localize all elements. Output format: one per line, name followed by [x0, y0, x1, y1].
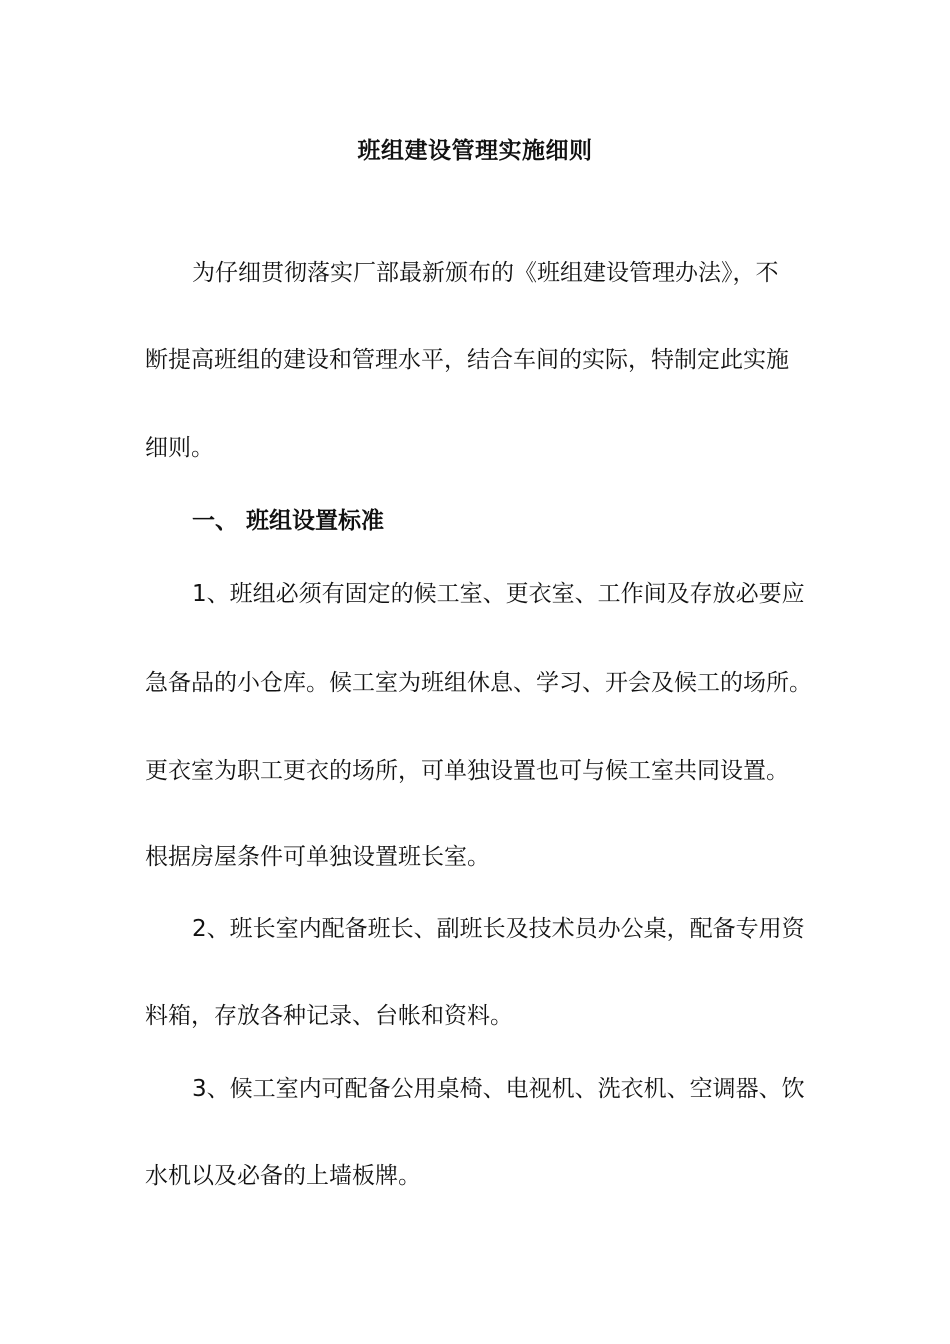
paragraph-line: 根据房屋条件可单独设置班长室。: [145, 844, 490, 870]
paragraph-line: 为仔细贯彻落实厂部最新颁布的《班组建设管理办法》，不: [192, 260, 779, 286]
section-heading: 一、 班组设置标准: [192, 508, 385, 534]
document-title: 班组建设管理实施细则: [357, 138, 593, 164]
paragraph-line: 断提高班组的建设和管理水平，结合车间的实际，特制定此实施: [145, 347, 789, 373]
paragraph-line: 料箱，存放各种记录、台帐和资料。: [145, 1003, 513, 1029]
paragraph-line: 3、候工室内可配备公用桌椅、电视机、洗衣机、空调器、饮: [192, 1076, 805, 1102]
paragraph-line: 水机以及必备的上墙板牌。: [145, 1163, 421, 1189]
paragraph-line: 急备品的小仓库。候工室为班组休息、学习、开会及候工的场所。: [145, 670, 812, 696]
paragraph-line: 2、班长室内配备班长、副班长及技术员办公桌，配备专用资: [192, 916, 805, 942]
paragraph-line: 细则。: [145, 435, 214, 461]
paragraph-line: 更衣室为职工更衣的场所，可单独设置也可与候工室共同设置。: [145, 758, 789, 784]
paragraph-line: 1、班组必须有固定的候工室、更衣室、工作间及存放必要应: [192, 581, 805, 607]
